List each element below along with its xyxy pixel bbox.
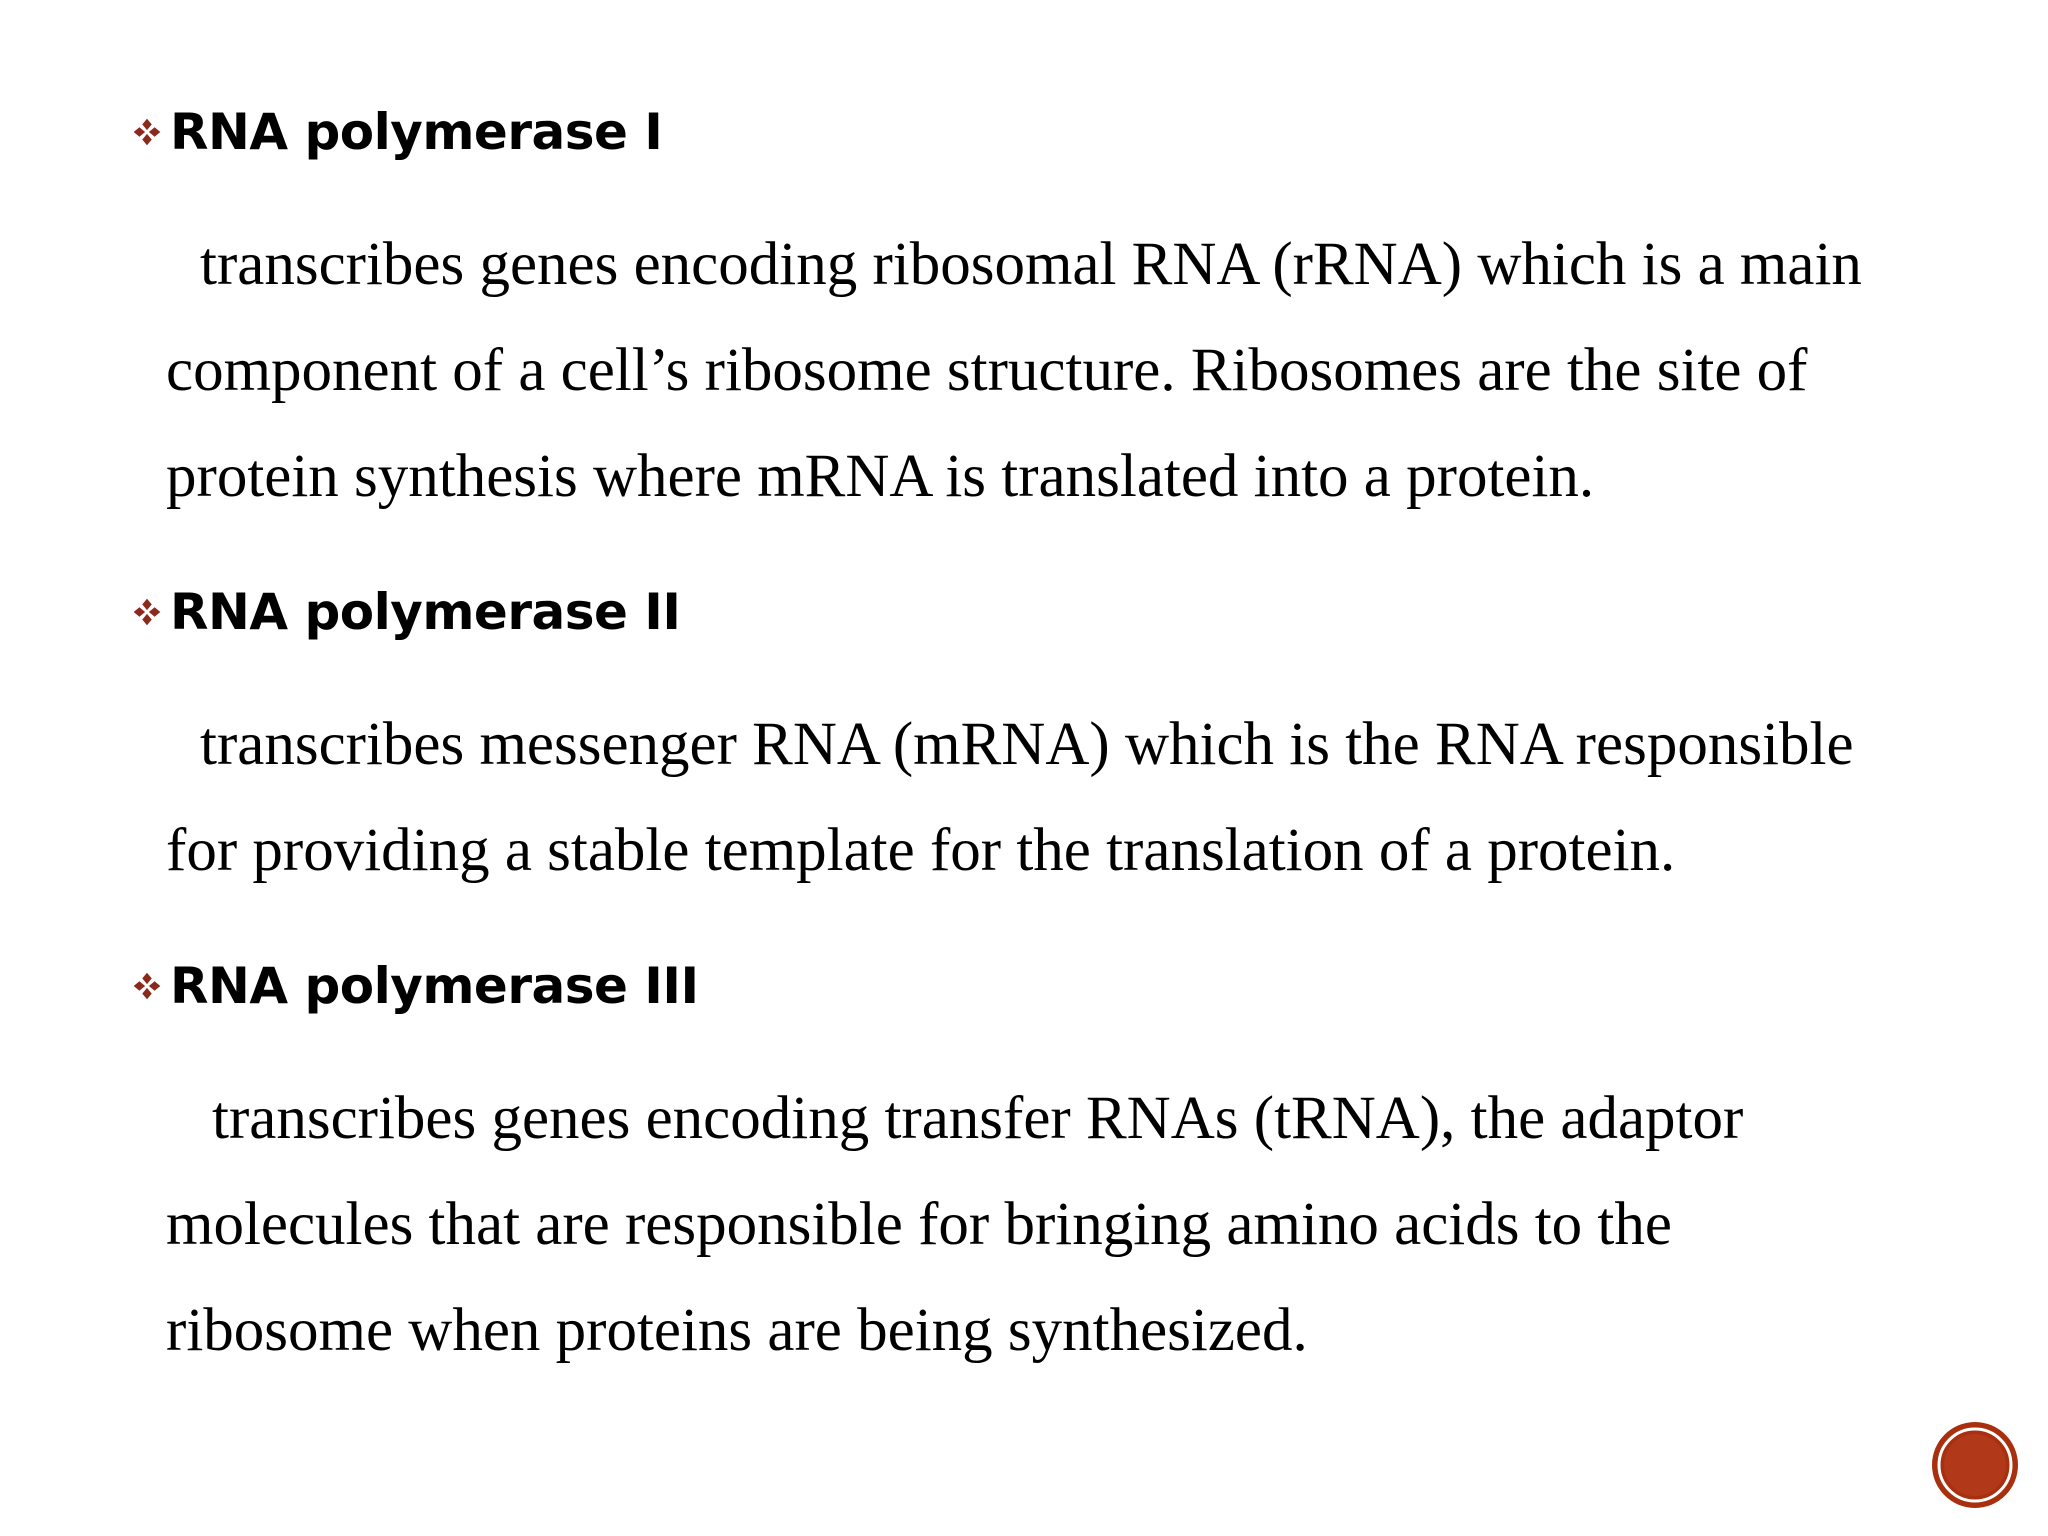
section-heading-text: RNA polymerase I: [170, 103, 663, 161]
section-heading-1: [128, 92, 662, 172]
paragraph-line: for providing a stable template for the translation of a protein.: [166, 817, 1676, 884]
paragraph-line: transcribes messenger RNA (mRNA) which is the RNA responsible: [200, 711, 1854, 778]
paragraph-line: transcribes genes encoding ribosomal RNA (rRNA) which is a main: [200, 231, 1862, 298]
paragraph-line: ribosome when proteins are being synthesized.: [166, 1297, 1308, 1364]
paragraph-line: protein synthesis where mRNA is translated into a protein.: [166, 443, 1595, 510]
four-diamond-bullet-icon: [128, 967, 166, 1005]
four-diamond-bullet-icon: [128, 593, 166, 631]
section-heading-3: [128, 946, 699, 1026]
section-paragraph-2: [166, 692, 1966, 904]
paragraph-line: transcribes genes encoding transfer RNAs (tRNA), the adaptor: [212, 1085, 1744, 1152]
red-circle-badge-icon: [1930, 1420, 2020, 1510]
section-heading-2: [128, 572, 681, 652]
paragraph-line: molecules that are responsible for bringing amino acids to the: [166, 1191, 1672, 1258]
paragraph-line: component of a cell’s ribosome structure. Ribosomes are the site of: [166, 337, 1808, 404]
section-heading-text: RNA polymerase II: [170, 583, 681, 641]
section-paragraph-1: [166, 212, 1966, 530]
four-diamond-bullet-icon: [128, 113, 166, 151]
section-paragraph-3: [166, 1066, 1966, 1384]
section-heading-text: RNA polymerase III: [170, 957, 699, 1015]
